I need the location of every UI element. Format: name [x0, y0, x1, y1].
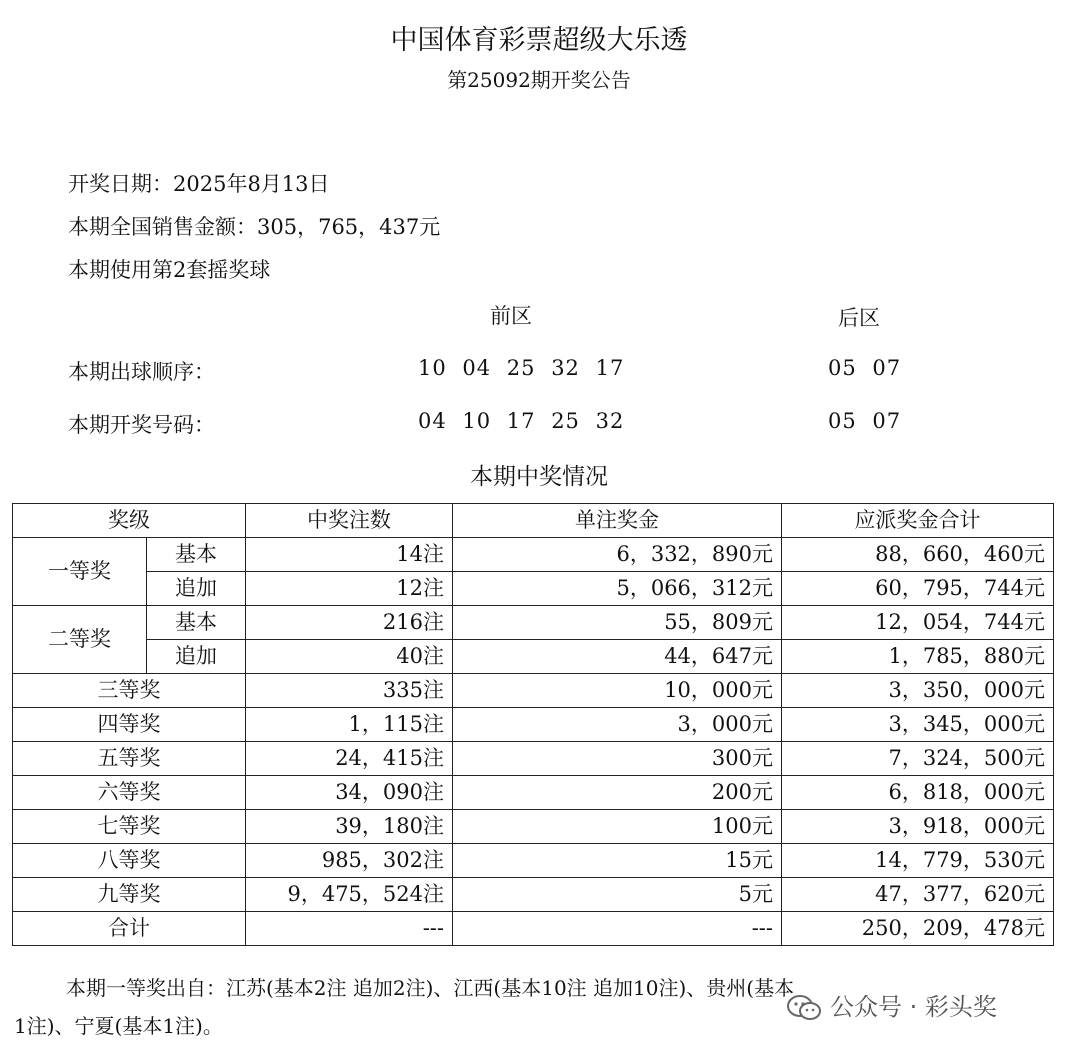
unit-cell: 100元 — [453, 810, 782, 844]
count-cell: 24，415注 — [246, 742, 453, 776]
level-cell: 三等奖 — [13, 674, 246, 708]
table-row — [13, 844, 1054, 878]
unit-cell: 10，000元 — [453, 674, 782, 708]
unit-cell: 44，647元 — [453, 640, 782, 674]
total-cell: 47，377，620元 — [782, 878, 1054, 912]
table-sum-row — [13, 912, 1054, 946]
level-cell: 七等奖 — [13, 810, 246, 844]
unit-cell: 5元 — [453, 878, 782, 912]
unit-cell: 3，000元 — [453, 708, 782, 742]
header-unit-prize: 单注奖金 — [453, 504, 782, 538]
total-cell: 3，345，000元 — [782, 708, 1054, 742]
footer-line-2: 1注)、宁夏(基本1注)。 — [14, 1014, 223, 1038]
sum-count: --- — [246, 912, 453, 946]
count-cell: 335注 — [246, 674, 453, 708]
table-row — [13, 742, 1054, 776]
draw-order-label: 本期出球顺序： — [68, 360, 215, 384]
unit-cell: 5，066，312元 — [453, 572, 782, 606]
level-cell: 四等奖 — [13, 708, 246, 742]
table-row — [13, 674, 1054, 708]
sub-extra: 追加 — [147, 640, 246, 674]
total-cell: 60，795，744元 — [782, 572, 1054, 606]
draw-order-back: 05 07 — [828, 356, 902, 380]
header-total-prize: 应派奖金合计 — [782, 504, 1054, 538]
total-cell: 12，054，744元 — [782, 606, 1054, 640]
header-level: 奖级 — [13, 504, 246, 538]
level-cell: 九等奖 — [13, 878, 246, 912]
wechat-icon — [786, 994, 822, 1022]
winning-numbers-label: 本期开奖号码： — [68, 413, 215, 437]
table-row — [13, 708, 1054, 742]
unit-cell: 300元 — [453, 742, 782, 776]
draw-date: 开奖日期：2025年8月13日 — [68, 172, 330, 196]
prize-table — [12, 503, 1054, 946]
level-cell: 六等奖 — [13, 776, 246, 810]
draw-order-front: 10 04 25 32 17 — [418, 356, 625, 380]
unit-cell: 200元 — [453, 776, 782, 810]
watermark-text: 公众号 · 彩头奖 — [830, 993, 997, 1021]
table-header-row — [13, 504, 1054, 538]
total-cell: 6，818，000元 — [782, 776, 1054, 810]
unit-cell: 6，332，890元 — [453, 538, 782, 572]
winning-numbers-front: 04 10 17 25 32 — [418, 409, 625, 433]
winning-numbers-back: 05 07 — [828, 409, 902, 433]
count-cell: 9，475，524注 — [246, 878, 453, 912]
count-cell: 14注 — [246, 538, 453, 572]
footer-line-1: 本期一等奖出自：江苏(基本2注 追加2注)、江西(基本10注 追加10注)、贵州(基本 — [66, 976, 795, 1000]
count-cell: 39，180注 — [246, 810, 453, 844]
sub-basic: 基本 — [147, 538, 246, 572]
sub-extra: 追加 — [147, 572, 246, 606]
count-cell: 12注 — [246, 572, 453, 606]
unit-cell: 15元 — [453, 844, 782, 878]
total-cell: 14，779，530元 — [782, 844, 1054, 878]
sum-label: 合计 — [13, 912, 246, 946]
table-row — [13, 640, 1054, 674]
level-cell: 五等奖 — [13, 742, 246, 776]
table-row — [13, 810, 1054, 844]
unit-cell: 55，809元 — [453, 606, 782, 640]
watermark — [786, 987, 997, 1022]
table-row — [13, 572, 1054, 606]
total-cell: 88，660，460元 — [782, 538, 1054, 572]
count-cell: 1，115注 — [246, 708, 453, 742]
count-cell: 985，302注 — [246, 844, 453, 878]
level-second: 二等奖 — [13, 606, 147, 674]
total-cell: 1，785，880元 — [782, 640, 1054, 674]
table-row — [13, 878, 1054, 912]
table-row — [13, 606, 1054, 640]
ball-set: 本期使用第2套摇奖球 — [68, 258, 271, 282]
sales-amount: 本期全国销售金额：305，765，437元 — [68, 215, 441, 239]
table-row — [13, 776, 1054, 810]
level-first: 一等奖 — [13, 538, 147, 606]
sub-basic: 基本 — [147, 606, 246, 640]
count-cell: 216注 — [246, 606, 453, 640]
table-row — [13, 538, 1054, 572]
total-cell: 3，918，000元 — [782, 810, 1054, 844]
issue-subtitle: 第25092期开奖公告 — [447, 68, 631, 92]
count-cell: 40注 — [246, 640, 453, 674]
page-title: 中国体育彩票超级大乐透 — [390, 25, 688, 56]
header-count: 中奖注数 — [246, 504, 453, 538]
section-title: 本期中奖情况 — [470, 464, 608, 490]
front-zone-label: 前区 — [490, 304, 532, 328]
level-cell: 八等奖 — [13, 844, 246, 878]
count-cell: 34，090注 — [246, 776, 453, 810]
total-cell: 7，324，500元 — [782, 742, 1054, 776]
sum-total: 250，209，478元 — [782, 912, 1054, 946]
back-zone-label: 后区 — [838, 306, 880, 330]
total-cell: 3，350，000元 — [782, 674, 1054, 708]
sum-unit: --- — [453, 912, 782, 946]
